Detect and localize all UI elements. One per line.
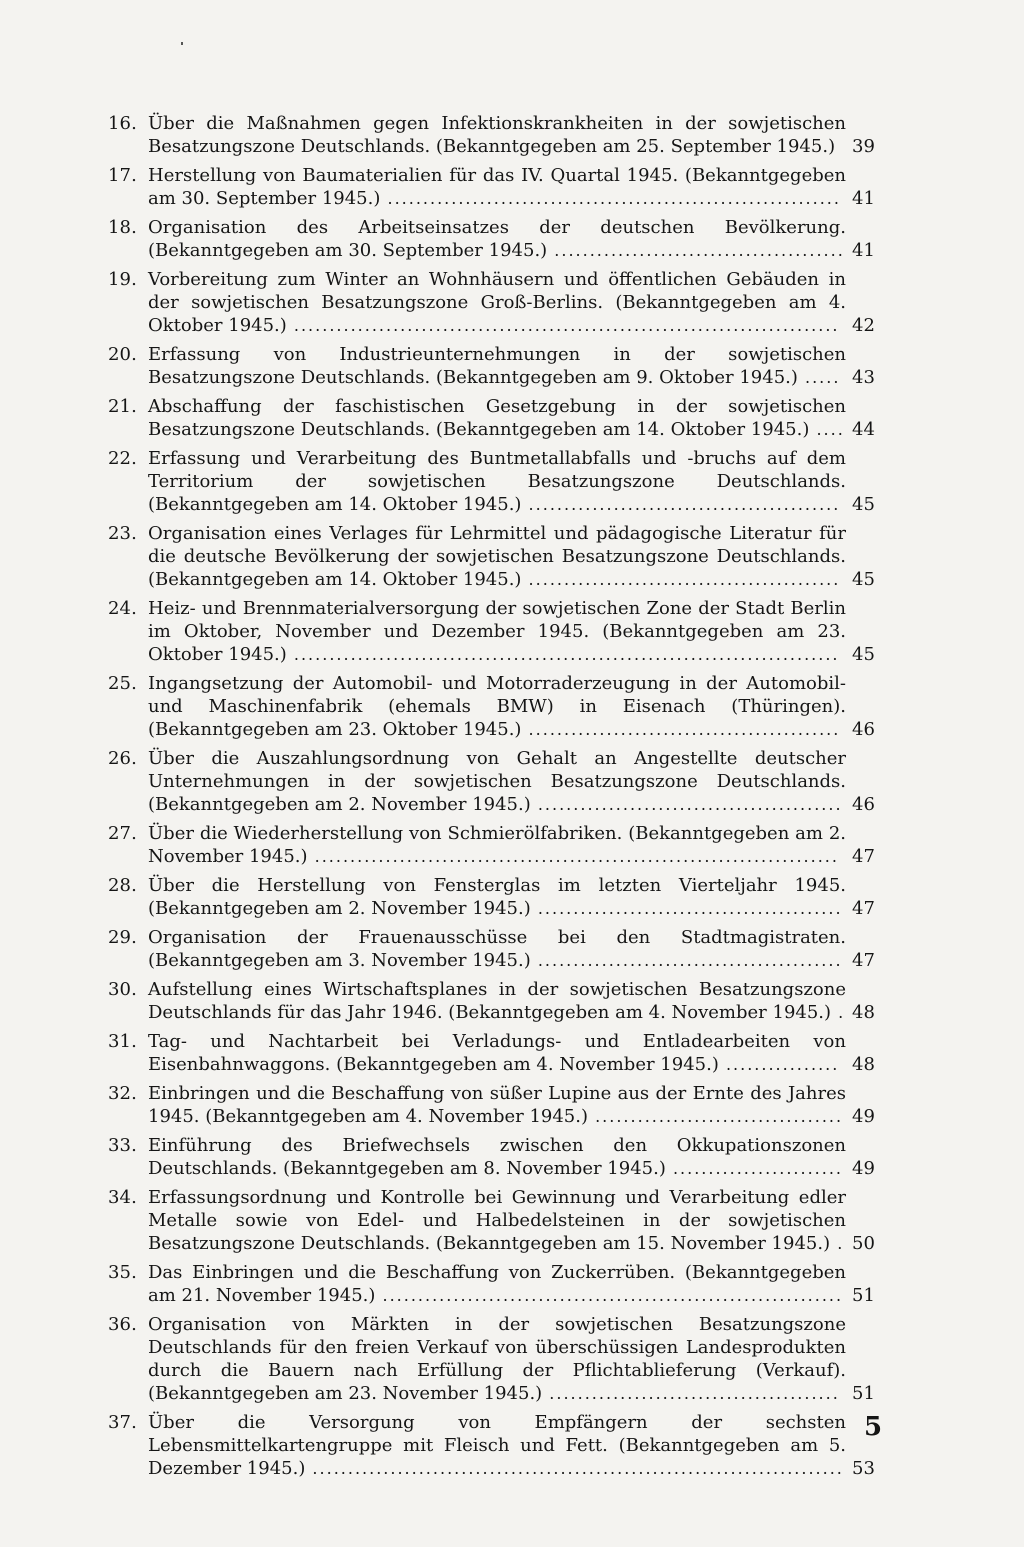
- entry-number: 31.: [108, 1031, 137, 1052]
- entry-title: Über die Auszahlungsordnung von Gehalt an Angestellte deutscher Unternehmungen in der sowjetischen Besatzungszone Deutschlands. (Bekanntgegeben am 2. November 1945.): [148, 748, 846, 815]
- dot-leader: ............................................: [521, 495, 841, 514]
- toc-entry: [108, 268, 886, 337]
- entry-page-number: 53: [852, 1458, 875, 1479]
- entry-title: Organisation eines Verlages für Lehrmittel und pädagogische Literatur für die deutsche Bevölkerung der sowjetischen Besatzungszone Deutschlands. (Bekanntgegeben am 14. Oktober 1945.): [148, 523, 846, 590]
- toc-entry: [108, 164, 886, 210]
- entry-number: 17.: [108, 165, 137, 186]
- toc-entry: [108, 1186, 886, 1255]
- entry-number: 16.: [108, 113, 137, 134]
- entry-number: 35.: [108, 1262, 137, 1283]
- toc-entry: [108, 747, 886, 816]
- entry-body: [148, 395, 886, 441]
- dot-leader: ....: [809, 420, 845, 439]
- entry-number: 21.: [108, 396, 137, 417]
- entry-title: Tag- und Nachtarbeit bei Verladungs- und Entladearbeiten von Eisenbahnwaggons. (Bekanntgegeben am 4. November 1945.): [148, 1031, 846, 1075]
- entry-body: [148, 1261, 886, 1307]
- dot-leader: .....: [797, 368, 841, 387]
- entry-title: Vorbereitung zum Winter an Wohnhäusern und öffentlichen Gebäuden in der sowjetischen Besatzungszone Groß-Berlins. (Bekanntgegeben am 4. Oktober 1945.): [148, 269, 846, 336]
- entry-body: [148, 1313, 886, 1405]
- toc-entry: [108, 1261, 886, 1307]
- entry-number: 33.: [108, 1135, 137, 1156]
- entry-title: Aufstellung eines Wirtschaftsplanes in der sowjetischen Besatzungszone Deutschlands für das Jahr 1946. (Bekanntgegeben am 4. November 1945.): [148, 979, 846, 1023]
- entry-title: Einführung des Briefwechsels zwischen den Okkupationszonen Deutschlands. (Bekanntgegeben am 8. November 1945.): [148, 1135, 846, 1179]
- table-of-contents: [108, 112, 886, 1486]
- entry-title: Erfassung von Industrieunternehmungen in der sowjetischen Besatzungszone Deutschlands. (Bekanntgegeben am 9. Oktober 1945.): [148, 344, 846, 388]
- entry-number: 29.: [108, 927, 137, 948]
- entry-title: Erfassungsordnung und Kontrolle bei Gewinnung und Verarbeitung edler Metalle sowie von Edel- und Halbedelsteinen in der sowjetischen Besatzungszone Deutschlands. (Bekanntgegeben am 15. November 1945.): [148, 1187, 846, 1254]
- entry-title: Erfassung und Verarbeitung des Buntmetallabfalls und -bruchs auf dem Territorium der sowjetischen Besatzungszone Deutschlands. (Bekanntgegeben am 14. Oktober 1945.): [148, 448, 846, 515]
- entry-body: [148, 1411, 886, 1480]
- entry-page-number: 44: [852, 419, 875, 440]
- entry-number: 18.: [108, 217, 137, 238]
- entry-body: [148, 597, 886, 666]
- toc-entry: [108, 1313, 886, 1405]
- entry-body: [148, 822, 886, 868]
- toc-entry: [108, 112, 886, 158]
- entry-title: Herstellung von Baumaterialien für das IV. Quartal 1945. (Bekanntgegeben am 30. September 1945.): [148, 165, 846, 209]
- dot-leader: .............................................................................: [286, 645, 840, 664]
- entry-number: 37.: [108, 1412, 137, 1433]
- toc-entry: [108, 874, 886, 920]
- entry-page-number: 46: [852, 794, 875, 815]
- dot-leader: ............................................: [521, 720, 841, 739]
- entry-body: [148, 1030, 886, 1076]
- entry-number: 22.: [108, 448, 137, 469]
- print-speck: [181, 42, 183, 45]
- entry-page-number: 46: [852, 719, 875, 740]
- entry-page-number: 39: [852, 136, 875, 157]
- dot-leader: .: [831, 1003, 846, 1022]
- entry-title: Ingangsetzung der Automobil- und Motorraderzeugung in der Automobil- und Maschinenfabrik (ehemals BMW) in Eisenach (Thüringen). (Bekanntgegeben am 23. Oktober 1945.): [148, 673, 846, 740]
- dot-leader: ........................: [665, 1159, 844, 1178]
- entry-body: [148, 926, 886, 972]
- dot-leader: ............................................: [521, 570, 841, 589]
- entry-page-number: 51: [852, 1383, 875, 1404]
- entry-body: [148, 343, 886, 389]
- dot-leader: ...........................................: [530, 951, 843, 970]
- entry-number: 34.: [108, 1187, 137, 1208]
- entry-page-number: 47: [852, 950, 875, 971]
- dot-leader: ...................................: [588, 1107, 844, 1126]
- dot-leader: .........................................: [542, 1384, 840, 1403]
- entry-title: Über die Wiederherstellung von Schmierölfabriken. (Bekanntgegeben am 2. November 1945.): [148, 823, 846, 867]
- entry-body: [148, 747, 886, 816]
- entry-title: Über die Herstellung von Fensterglas im letzten Vierteljahr 1945. (Bekanntgegeben am 2. November 1945.): [148, 875, 846, 919]
- entry-number: 32.: [108, 1083, 137, 1104]
- entry-body: [148, 1134, 886, 1180]
- dot-leader: ................................................................: [380, 189, 841, 208]
- toc-entry: [108, 395, 886, 441]
- toc-entry: [108, 672, 886, 741]
- entry-page-number: 48: [852, 1054, 875, 1075]
- entry-title: Einbringen und die Beschaffung von süßer Lupine aus der Ernte des Jahres 1945. (Bekanntgegeben am 4. November 1945.): [148, 1083, 846, 1127]
- toc-entry: [108, 1030, 886, 1076]
- entry-page-number: 51: [852, 1285, 875, 1306]
- entry-number: 28.: [108, 875, 137, 896]
- entry-number: 20.: [108, 344, 137, 365]
- entry-body: [148, 216, 886, 262]
- entry-body: [148, 874, 886, 920]
- entry-page-number: 49: [852, 1158, 875, 1179]
- dot-leader: .: [830, 1234, 845, 1253]
- entry-title: Organisation des Arbeitseinsatzes der deutschen Bevölkerung. (Bekanntgegeben am 30. September 1945.): [148, 217, 846, 261]
- toc-entry: [108, 1082, 886, 1128]
- entry-page-number: 41: [852, 188, 875, 209]
- entry-page-number: 47: [852, 898, 875, 919]
- toc-entry: [108, 216, 886, 262]
- dot-leader: ..........................................................................: [307, 847, 839, 866]
- entry-number: 26.: [108, 748, 137, 769]
- toc-entry: [108, 447, 886, 516]
- entry-number: 23.: [108, 523, 137, 544]
- toc-entry: [108, 978, 886, 1024]
- entry-body: [148, 672, 886, 741]
- toc-entry: [108, 822, 886, 868]
- page-folio: 5: [864, 1412, 883, 1442]
- dot-leader: .............................................................................: [286, 316, 840, 335]
- dot-leader: ...........................................................................: [305, 1459, 844, 1478]
- dot-leader: .................................................................: [375, 1286, 844, 1305]
- entry-page-number: 42: [852, 315, 875, 336]
- entry-page-number: 45: [852, 644, 875, 665]
- entry-number: 19.: [108, 269, 137, 290]
- entry-page-number: 48: [852, 1002, 875, 1023]
- dot-leader: .........................................: [547, 241, 845, 260]
- entry-number: 36.: [108, 1314, 137, 1335]
- entry-page-number: 43: [852, 367, 875, 388]
- toc-entry: [108, 1411, 886, 1480]
- entry-number: 24.: [108, 598, 137, 619]
- entry-body: [148, 447, 886, 516]
- toc-entry: [108, 597, 886, 666]
- entry-page-number: 41: [852, 240, 875, 261]
- entry-body: [148, 164, 886, 210]
- entry-body: [148, 1186, 886, 1255]
- entry-title: Abschaffung der faschistischen Gesetzgebung in der sowjetischen Besatzungszone Deutschlands. (Bekanntgegeben am 14. Oktober 1945.): [148, 396, 846, 440]
- entry-page-number: 50: [852, 1233, 875, 1254]
- entry-body: [148, 978, 886, 1024]
- entry-title: Über die Versorgung von Empfängern der sechsten Lebensmittelkartengruppe mit Fleisch und Fett. (Bekanntgegeben am 5. Dezember 1945.): [148, 1412, 846, 1479]
- entry-page-number: 49: [852, 1106, 875, 1127]
- toc-entry: [108, 1134, 886, 1180]
- toc-entry: [108, 522, 886, 591]
- entry-body: [148, 112, 886, 158]
- dot-leader: ................: [718, 1055, 840, 1074]
- dot-leader: ...........................................: [530, 899, 843, 918]
- entry-title: Organisation von Märkten in der sowjetischen Besatzungszone Deutschlands für den freien Verkauf von überschüssigen Landesprodukten durch die Bauern nach Erfüllung der Pflichtablieferung (Verkauf). (Bekanntgegeben am 23. November 1945.): [148, 1314, 846, 1404]
- entry-number: 27.: [108, 823, 137, 844]
- entry-page-number: 45: [852, 569, 875, 590]
- entry-title: Über die Maßnahmen gegen Infektionskrankheiten in der sowjetischen Besatzungszone Deutschlands. (Bekanntgegeben am 25. September 1945.): [148, 113, 846, 157]
- entry-title: Heiz- und Brennmaterialversorgung der sowjetischen Zone der Stadt Berlin im Oktober, November und Dezember 1945. (Bekanntgegeben am 23. Oktober 1945.): [148, 598, 846, 665]
- entry-number: 25.: [108, 673, 137, 694]
- entry-body: [148, 522, 886, 591]
- toc-entry: [108, 926, 886, 972]
- entry-body: [148, 1082, 886, 1128]
- toc-entry: [108, 343, 886, 389]
- entry-title: Das Einbringen und die Beschaffung von Zuckerrüben. (Bekanntgegeben am 21. November 1945.): [148, 1262, 846, 1306]
- dot-leader: ...........................................: [530, 795, 843, 814]
- entry-page-number: 47: [852, 846, 875, 867]
- entry-number: 30.: [108, 979, 137, 1000]
- entry-body: [148, 268, 886, 337]
- entry-title: Organisation der Frauenausschüsse bei den Stadtmagistraten. (Bekanntgegeben am 3. November 1945.): [148, 927, 846, 971]
- toc-entries: [108, 112, 886, 1480]
- entry-page-number: 45: [852, 494, 875, 515]
